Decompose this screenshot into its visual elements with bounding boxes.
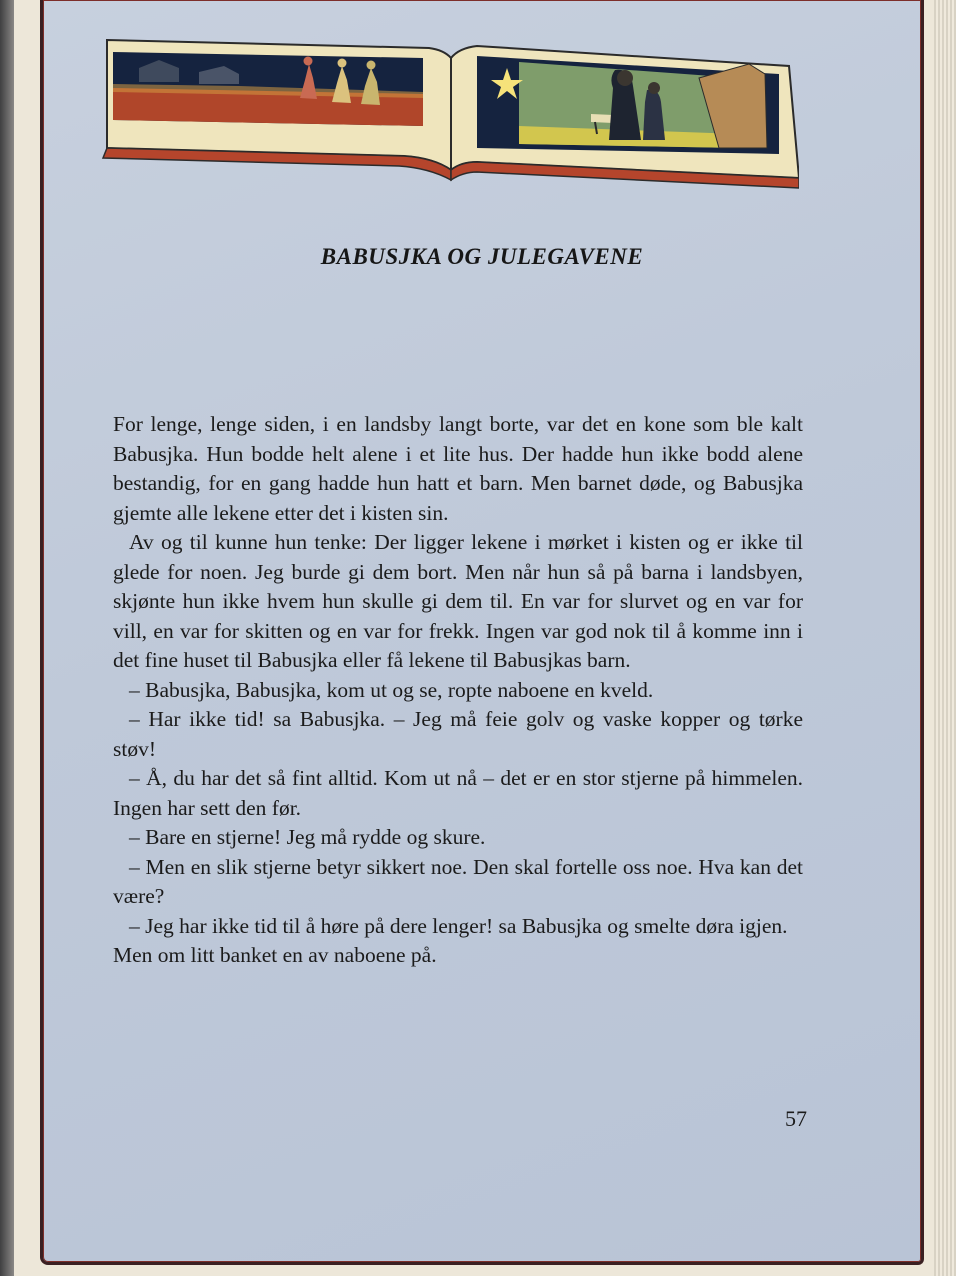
dialogue-line: – Har ikke tid! sa Babusjka. – Jeg må feie golv og vaske kopper og tørke støv!	[113, 707, 803, 761]
dialogue-line: – Å, du har det så fint alltid. Kom ut nå – det er en stor stjerne på himmelen. Ingen har sett den før.	[113, 766, 803, 820]
book-page	[40, 0, 924, 1265]
paragraph: Av og til kunne hun tenke: Der ligger lekene i mørket i kisten og er ikke til glede for noen. Jeg burde gi dem bort. Men når hun så på barna i landsbyen, skjønte hun ikke hvem hun skulle gi dem til. En var for slurvet og en var for vill, en var for skitten og en var for frekk. Ingen var god nok til å komme inn i det fine huset til Babusjka eller få lekene til Babusjkas barn.	[113, 530, 803, 672]
page-number: 57	[785, 1106, 807, 1131]
story-text	[113, 410, 803, 971]
dialogue-line: – Babusjka, Babusjka, kom ut og se, ropte naboene en kveld.	[129, 677, 654, 702]
dialogue-line: – Jeg har ikke tid til å høre på dere lenger! sa Babusjka og smelte døra igjen.	[129, 913, 788, 938]
paragraph: Men om litt banket en av naboene på.	[113, 943, 437, 967]
book-spine	[0, 0, 14, 1276]
dialogue-line: – Men en slik stjerne betyr sikkert noe. Den skal fortelle oss noe. Hva kan det være?	[113, 854, 803, 908]
paragraph: For lenge, lenge siden, i en landsby langt borte, var det en kone som ble kalt Babusjka. Hun bodde helt alene i et lite hus. Der hadde hun ikke bodd alene bestandig, for en gang hadde hun hatt et barn. Men barnet døde, og Babusjka gjemte alle lekene etter det i kisten sin.	[113, 412, 803, 525]
open-book-illustration	[99, 30, 799, 200]
dialogue-line: – Bare en stjerne! Jeg må rydde og skure.	[129, 825, 486, 849]
page-edges	[934, 0, 956, 1276]
story-title: BABUSJKA OG JULEGAVENE	[320, 244, 644, 269]
